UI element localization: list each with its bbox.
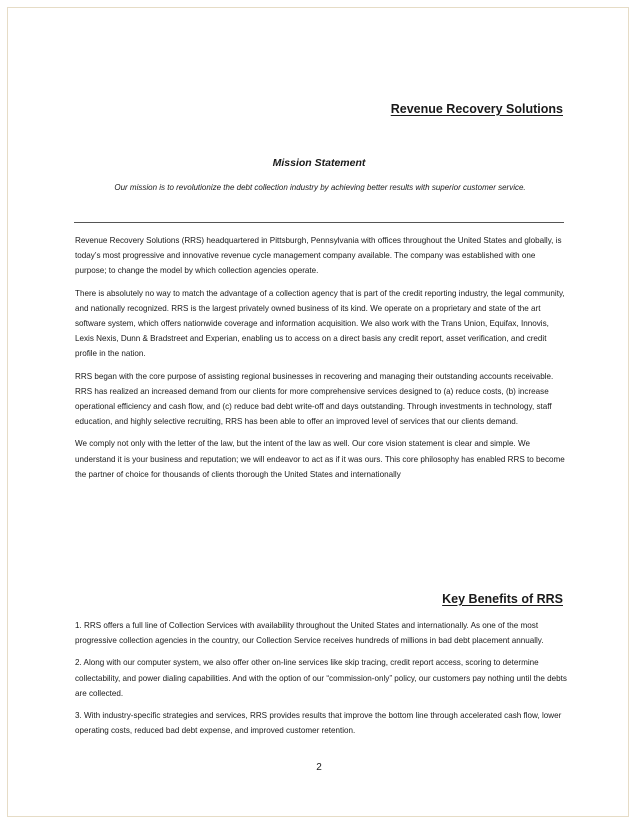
paragraph: There is absolutely no way to match the advantage of a collection agency that is part of the credit reporting industry, the legal community, and nationally recognized. RRS is the largest privately owned business of its kind. We operate on a proprietary and state of the art software system, which offers nationwide coverage and information acquisition. We also work with the Trans Union, Equifax, Innovis, Lexis Nexis, Dunn & Bradstreet and Experian, enabling us to access on a direct basis any credit report, asset verification, and credit profile in the nation. <box>75 288 565 359</box>
paragraph: We comply not only with the letter of the law, but the intent of the law as well. Our core vision statement is clear and simple. We understand it is your business and reputation; we will endeavor to act as if it was ours. This core philosophy has enabled RRS to become the partner of choice for thousands of clients thorough the United States and internationally <box>75 439 565 479</box>
benefits-list <box>75 618 567 745</box>
section-divider <box>74 222 564 223</box>
company-description <box>75 233 567 489</box>
page-number: 2 <box>316 762 322 773</box>
paragraph: RRS began with the core purpose of assisting regional businesses in recovering and managing their outstanding accounts receivable. RRS has realized an increased demand from our clients for more comprehensive services designed to (a) reduce costs, (b) increase operational efficiency and cash flow, and (c) reduce bad debt write-off and days outstanding. Through investments in technology, staff education, and highly selective recruiting, RRS has been able to offer an improved level of services that our clients demand. <box>75 371 554 427</box>
benefit-item: 2. Along with our computer system, we also offer other on-line services like skip tracing, credit report access, scoring to determine collectability, and power dialing capabilities. And with the option of our “commission-only” policy, our customers pay nothing until the debts are collected. <box>75 658 567 698</box>
company-title: Revenue Recovery Solutions <box>390 102 563 116</box>
mission-statement: Our mission is to revolutionize the debt collection industry by achieving better results with superior customer service. <box>114 183 526 192</box>
benefit-item: 3. With industry-specific strategies and services, RRS provides results that improve the bottom line through accelerated cash flow, lower operating costs, reduced bad debt expense, and improved customer retention. <box>75 711 562 736</box>
mission-heading: Mission Statement <box>272 157 366 169</box>
benefits-heading: Key Benefits of RRS <box>442 592 563 606</box>
benefit-item: 1. RRS offers a full line of Collection Services with availability throughout the United States and internationally. As one of the most progressive collection agencies in the country, our Collection Service receives hundreds of millions in bad debt placement annually. <box>75 621 544 646</box>
paragraph: Revenue Recovery Solutions (RRS) headquartered in Pittsburgh, Pennsylvania with offices throughout the United States and globally, is today’s most progressive and innovative revenue cycle management company available. The company was established with one purpose; to change the model by which collection agencies operate. <box>75 236 562 276</box>
